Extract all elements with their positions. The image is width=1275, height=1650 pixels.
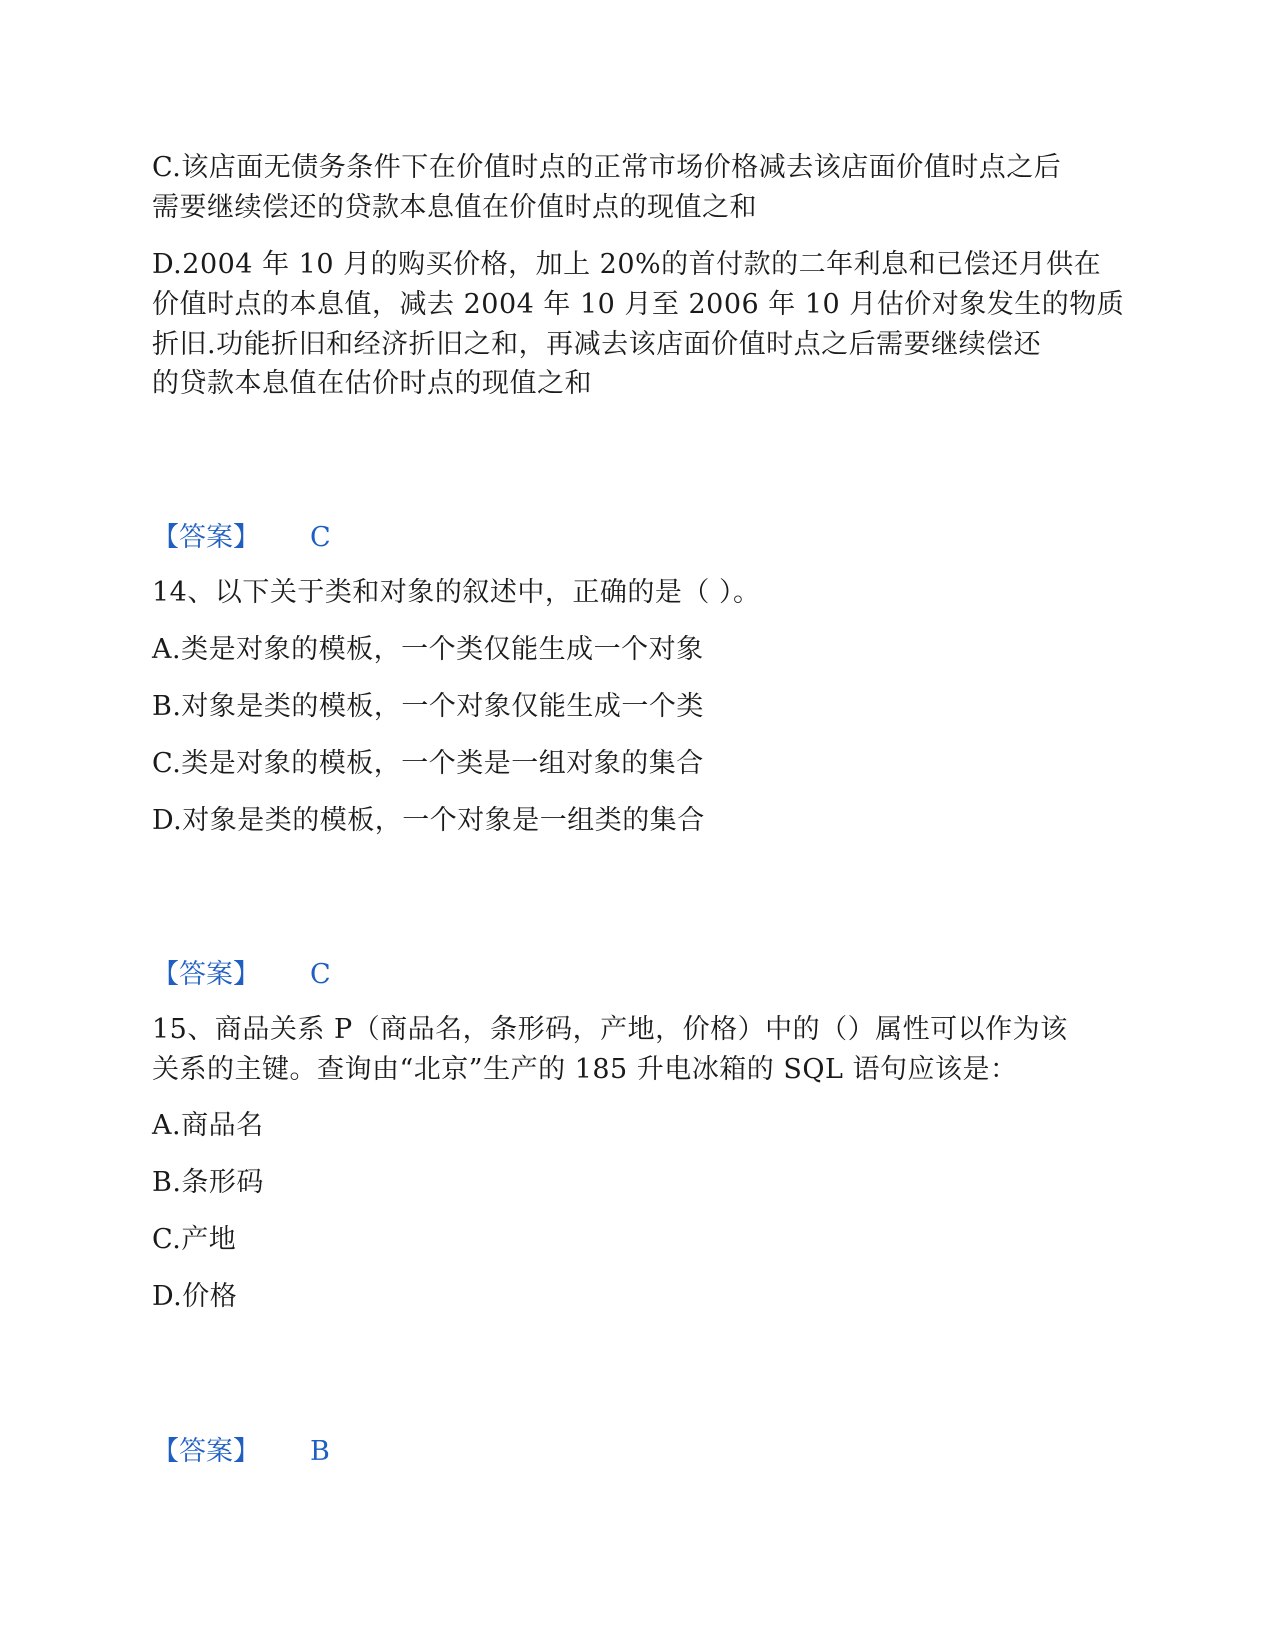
q14-answer (152, 955, 331, 995)
q14-option-d: D.对象是类的模板，一个对象是一组类的集合 (152, 805, 705, 836)
q15-stem-line-1: 15、商品关系 P（商品名，条形码，产地，价格）中的（）属性可以作为该 (152, 1014, 1068, 1045)
q15-answer-label: 【答案】 (152, 1436, 260, 1467)
q14-answer-value: C (310, 959, 331, 990)
q15-option-c: C.产地 (152, 1224, 237, 1255)
prev-option-c-line-1: C.该店面无债务条件下在价值时点的正常市场价格减去该店面价值时点之后 (152, 152, 1062, 183)
q15-option-a: A.商品名 (152, 1110, 264, 1141)
q15-answer (152, 1432, 330, 1472)
q15-option-d: D.价格 (152, 1281, 238, 1312)
q14-answer-label: 【答案】 (152, 959, 260, 990)
q15-stem-line-2: 关系的主键。查询由“北京”生产的 185 升电冰箱的 SQL 语句应该是： (152, 1054, 1018, 1085)
prev-option-d-line-1: D.2004 年 10 月的购买价格，加上 20%的首付款的二年利息和已偿还月供在 (152, 249, 1102, 280)
q14-option-b: B.对象是类的模板，一个对象仅能生成一个类 (152, 691, 704, 722)
prev-option-c-line-2: 需要继续偿还的贷款本息值在价值时点的现值之和 (152, 192, 757, 223)
q15-answer-value: B (310, 1436, 330, 1467)
prev-option-d-line-3: 折旧.功能折旧和经济折旧之和，再减去该店面价值时点之后需要继续偿还 (152, 329, 1042, 360)
q15-option-b: B.条形码 (152, 1167, 264, 1198)
prev-answer-value: C (310, 522, 331, 553)
prev-option-d-line-4: 的贷款本息值在估价时点的现值之和 (152, 368, 592, 399)
prev-answer (152, 518, 331, 558)
q14-option-a: A.类是对象的模板，一个类仅能生成一个对象 (152, 634, 704, 665)
q14-option-c: C.类是对象的模板，一个类是一组对象的集合 (152, 748, 704, 779)
prev-answer-label: 【答案】 (152, 522, 260, 553)
q14-stem: 14、以下关于类和对象的叙述中，正确的是（ ）。 (152, 577, 761, 608)
prev-option-d-line-2: 价值时点的本息值，减去 2004 年 10 月至 2006 年 10 月估价对象发生的物质 (152, 289, 1125, 320)
